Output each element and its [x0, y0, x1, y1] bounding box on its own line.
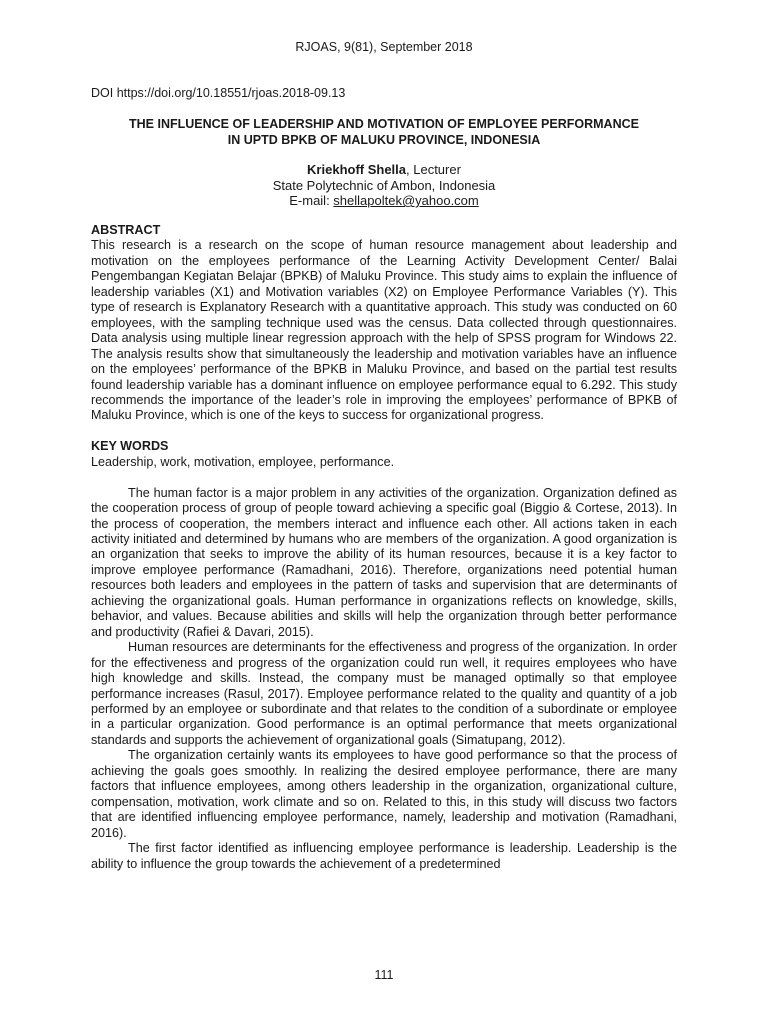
author-block	[0, 162, 768, 209]
paper-title	[80, 117, 688, 148]
paper-body	[91, 223, 677, 872]
author-line	[0, 162, 768, 178]
abstract-text: This research is a research on the scope of human resource management about leadership and motivation on the employees performance of the Learning Activity Development Center/ Balai Pengembangan Kegiatan Belajar (BPKB) of Maluku Province. This study aims to explain the influence of leadership variables (X1) and Motivation variables (X2) on Employee Performance Variables (Y). This type of research is Explanatory Research with a quantitative approach. This study was conducted on 60 employees, with the sampling technique used was the census. Data collected through questionnaires. Data analysis using multiple linear regression approach with the help of SPSS program for Windows 22. The analysis results show that simultaneously the leadership and motivation variables have an influence on the employees’ performance of the BPKB in Maluku Province, and based on the partial test results found leadership variable has a dominant influence on employee performance equal to 6.292. This study recommends the importance of the leader’s role in improving the employees’ performance of BPKB of Maluku Province, which is one of the keys to success for organizational progress.	[91, 238, 677, 423]
keywords-text: Leadership, work, motivation, employee, performance.	[91, 454, 395, 469]
doi-line: DOI https://doi.org/10.18551/rjoas.2018-09.13	[91, 86, 346, 100]
email-link[interactable]: shellapoltek@yahoo.com	[333, 193, 479, 208]
body-paragraph: The organization certainly wants its employees to have good performance so that the process of achieving the goals goes smoothly. In realizing the desired employee performance, there are many factors that influence employees, among others leadership in the organization, organizational culture, compensation, motivation, work climate and so on. Related to this, in this study will discuss two factors that are identified influencing employee performance, namely, leadership and motivation (Ramadhani, 2016).	[91, 748, 677, 840]
author-name: Kriekhoff Shella	[307, 162, 407, 177]
title-line-2: IN UPTD BPKB OF MALUKU PROVINCE, INDONESIA	[227, 132, 541, 147]
keywords-heading: KEY WORDS	[91, 439, 169, 454]
title-line-1: THE INFLUENCE OF LEADERSHIP AND MOTIVATION OF EMPLOYEE PERFORMANCE	[129, 117, 639, 131]
email-label: E-mail:	[289, 193, 334, 208]
journal-header: RJOAS, 9(81), September 2018	[295, 40, 473, 54]
author-affiliation: State Polytechnic of Ambon, Indonesia	[272, 177, 496, 193]
author-role: , Lecturer	[406, 162, 461, 177]
body-paragraph: Human resources are determinants for the effectiveness and progress of the organization. In order for the effectiveness and progress of the organization could run well, it requires employees who have high knowledge and skills. Instead, the company must be managed optimally so that employee performance increases (Rasul, 2017). Employee performance related to the quality and quantity of a job performed by an employee or subordinate and that relates to the condition of a subordinate or employee in a particular organization. Good performance is an optimal performance that meets organizational standards and supports the achievement of organizational goals (Simatupang, 2012).	[91, 640, 677, 747]
author-email-line	[0, 193, 768, 209]
page-number: 111	[374, 968, 394, 982]
body-paragraph: The human factor is a major problem in any activities of the organization. Organization defined as the cooperation process of group of people toward achieving a specific goal (Biggio & Cortese, 2013). In the process of cooperation, the members interact and influence each other. All actions taken in each activity initiated and determined by humans who are members of the organization. A good organization is an organization that seeks to improve the ability of its human resources, because it is a key factor to improve employee performance (Ramadhani, 2016). Therefore, organizations need potential human resources both leaders and employees in the pattern of tasks and supervision that are determinants of achieving the organizational goals. Human performance in organizations reflects on knowledge, skills, behavior, and values. Because abilities and skills will help the organization through better performance and productivity (Rafiei & Davari, 2015).	[91, 485, 677, 639]
abstract-heading: ABSTRACT	[91, 223, 161, 237]
body-paragraph: The first factor identified as influencing employee performance is leadership. Leadership is the ability to influence the group towards the achievement of a predetermined	[91, 841, 677, 871]
